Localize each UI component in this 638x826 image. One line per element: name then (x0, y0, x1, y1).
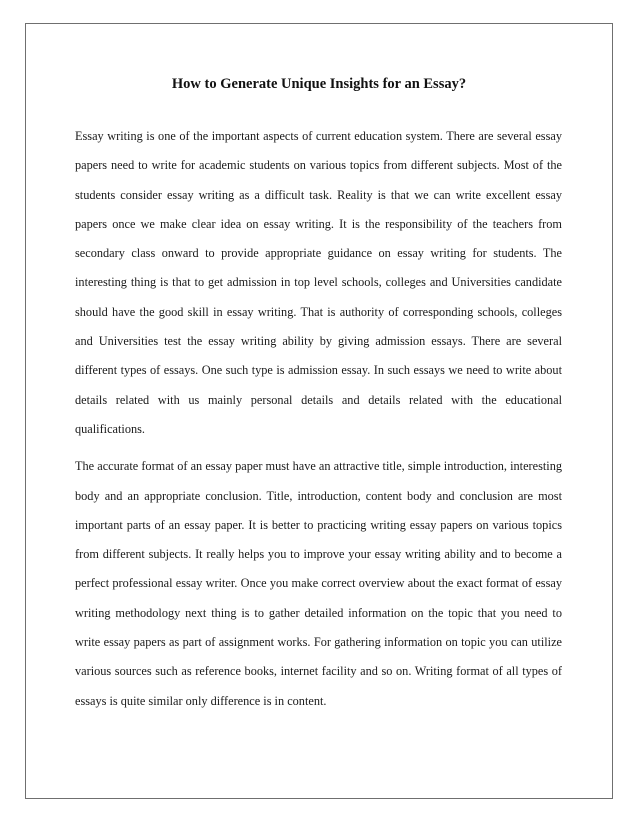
paragraph-2: The accurate format of an essay paper must have an attractive title, simple introduction, interesting body and an appropriate conclusion. Title, introduction, content body and conclusion are most important parts of an essay paper. It is better to practicing writing essay papers on various topics from different subjects. It really helps you to improve your essay writing ability and to become a perfect professional essay writer. Once you make correct overview about the exact format of essay writing methodology next thing is to gather detailed information on the topic that you need to write essay papers as part of assignment works. For gathering information on topic you can utilize various sources such as reference books, internet facility and so on. Writing format of all types of essays is quite similar only difference is in content. (75, 459, 562, 708)
document-title: How to Generate Unique Insights for an Essay? (171, 76, 467, 92)
document-body (75, 122, 562, 716)
paragraph-1: Essay writing is one of the important aspects of current education system. There are several essay papers need to write for academic students on various topics from different subjects. Most of the students consider essay writing as a difficult task. Reality is that we can write excellent essay papers once we make clear idea on essay writing. It is the responsibility of the teachers from secondary class onward to provide appropriate guidance on essay writing for students. The interesting thing is that to get admission in top level schools, colleges and Universities candidate should have the good skill in essay writing. That is authority of corresponding schools, colleges and Universities test the essay writing ability by giving admission essays. There are several different types of essays. One such type is admission essay. In such essays we need to write about details related with us mainly personal details and details related with the educational qualifications. (75, 129, 562, 436)
